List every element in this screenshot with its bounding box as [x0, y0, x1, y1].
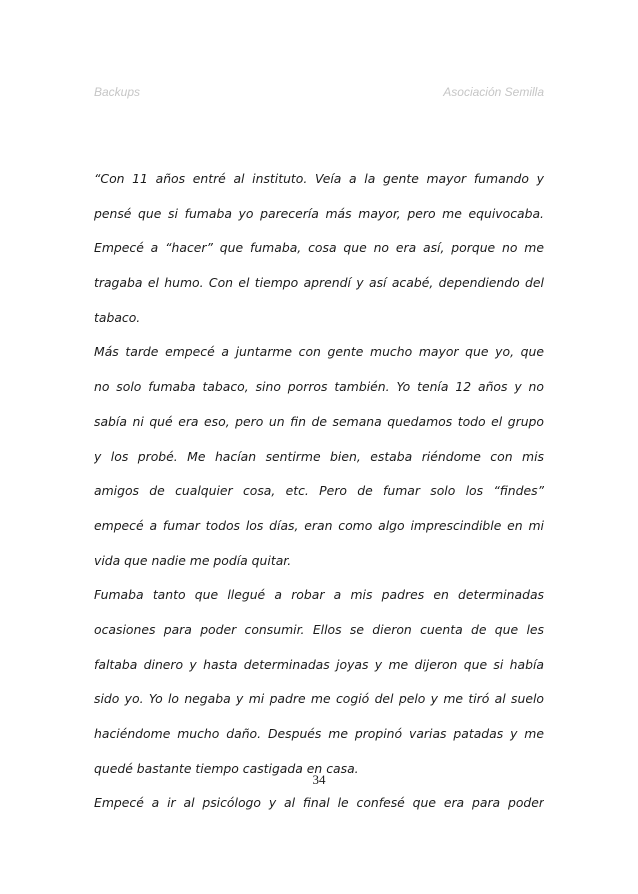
- text-line: sido yo. Yo lo negaba y mi padre me cogió del pelo y me tiró al suelo: [94, 691, 544, 707]
- page-number: 34: [312, 772, 326, 787]
- text-line: “Con 11 años entré al instituto. Veía a la gente mayor fumando y: [94, 171, 544, 186]
- page-header: [94, 83, 544, 101]
- text-line: Empecé a ir al psicólogo y al final le confesé que era para poder: [94, 795, 544, 811]
- text-line: faltaba dinero y hasta determinadas joyas y me dijeron que si había: [94, 656, 544, 672]
- header-right-title: Asociación Semilla: [443, 85, 544, 99]
- text-line: haciéndome mucho daño. Después me propinó varias patadas y me: [94, 726, 544, 741]
- text-line: vida que nadie me podía quitar.: [94, 552, 292, 568]
- text-line: Más tarde empecé a juntarme con gente mucho mayor que yo, que: [94, 344, 544, 360]
- text-line: empecé a fumar todos los días, eran como algo imprescindible en mi: [94, 517, 544, 533]
- text-line: tragaba el humo. Con el tiempo aprendí y así acabé, dependiendo del: [94, 275, 544, 291]
- header-left-title: Backups: [94, 85, 141, 99]
- text-line: pensé que si fumaba yo parecería más mayor, pero me equivocaba.: [94, 205, 544, 221]
- text-line: no solo fumaba tabaco, sino porros también. Yo tenía 12 años y no: [94, 379, 544, 395]
- text-line: ocasiones para poder consumir. Ellos se dieron cuenta de que les: [94, 621, 544, 637]
- text-line: amigos de cualquier cosa, etc. Pero de fumar solo los “findes”: [94, 483, 544, 499]
- body-text: [94, 162, 544, 821]
- text-line: quedé bastante tiempo castigada en casa.: [94, 760, 359, 776]
- text-line: tabaco.: [94, 309, 141, 325]
- text-line: Empecé a “hacer” que fumaba, cosa que no era así, porque no me: [94, 240, 544, 256]
- text-line: sabía ni qué era eso, pero un fin de semana quedamos todo el grupo: [94, 413, 544, 429]
- text-line: Fumaba tanto que llegué a robar a mis padres en determinadas: [94, 587, 544, 603]
- text-line: y los probé. Me hacían sentirme bien, estaba riéndome con mis: [94, 448, 544, 464]
